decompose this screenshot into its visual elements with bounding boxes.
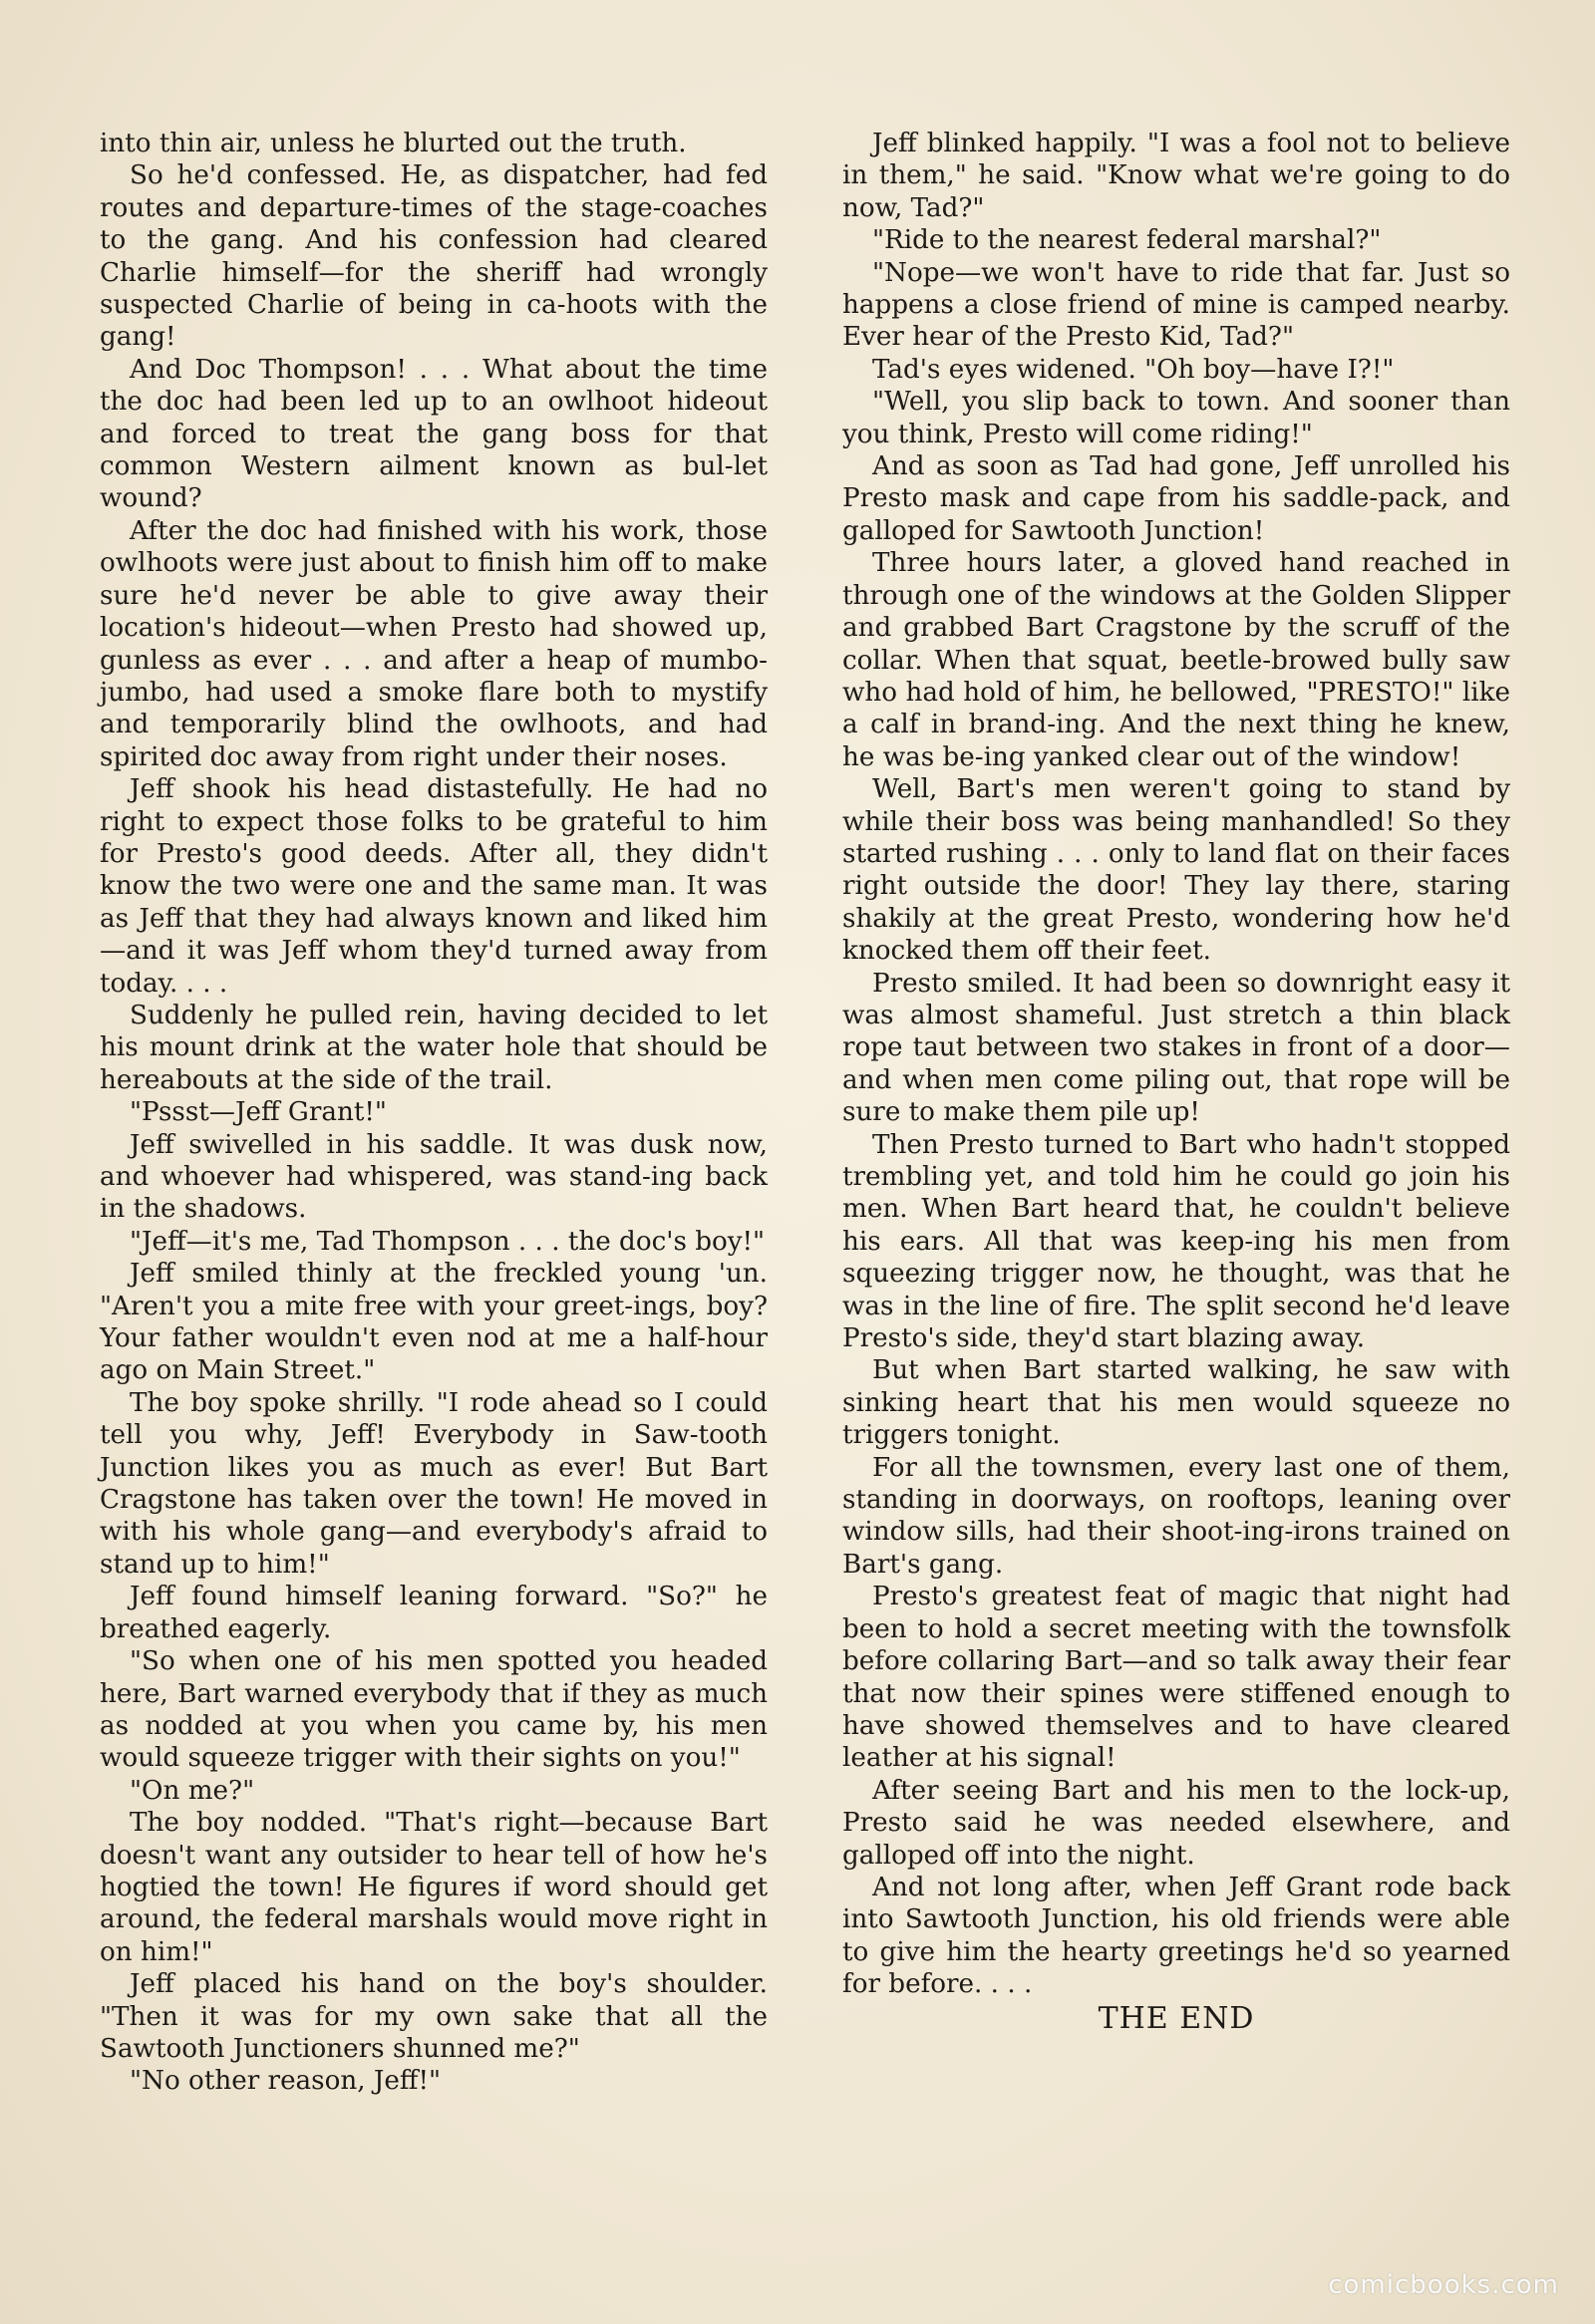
paragraph: And as soon as Tad had gone, Jeff unrolled his Presto mask and cape from his saddle-pack, and galloped for Sawtooth Junction!	[842, 451, 1510, 546]
paragraph: And Doc Thompson! . . . What about the time the doc had been led up to an owlhoot hideout and forced to treat the gang boss for that common Western ailment known as bul-let wound?	[100, 354, 768, 514]
paragraph: Then Presto turned to Bart who hadn't stopped trembling yet, and told him he could go join his men. When Bart heard that, he couldn't believe his ears. All that was keep-ing his men from squeezing trigger now, he thought, was that he was in the line of fire. The split second he'd leave Presto's side, they'd start blazing away.	[842, 1129, 1510, 1354]
paragraph: Suddenly he pulled rein, having decided to let his mount drink at the water hole that should be hereabouts at the side of the trail.	[100, 1000, 768, 1095]
left-column	[100, 128, 768, 2098]
paragraph: Jeff placed his hand on the boy's shoulder. "Then it was for my own sake that all the Sawtooth Junctioners shunned me?"	[100, 1969, 768, 2064]
paragraph: Presto smiled. It had been so downright easy it was almost shameful. Just stretch a thin black rope taut between two stakes in front of a door—and when men come piling out, that rope will be sure to make them pile up!	[842, 968, 1510, 1128]
paragraph: And not long after, when Jeff Grant rode back into Sawtooth Junction, his old friends were able to give him the hearty greetings he'd so yearned for before. . . .	[842, 1872, 1510, 2000]
paragraph: Three hours later, a gloved hand reached in through one of the windows at the Golden Slipper and grabbed Bart Cragstone by the scruff of the collar. When that squat, beetle-browed bully saw who had hold of him, he bellowed, "PRESTO!" like a calf in brand-ing. And the next thing he knew, he was be-ing yanked clear out of the window!	[842, 548, 1510, 772]
watermark: comicbooks.com	[1328, 2270, 1559, 2300]
paragraph: Tad's eyes widened. "Oh boy—have I?!"	[872, 354, 1395, 385]
paragraph: After the doc had finished with his work, those owlhoots were just about to finish him off to make sure he'd never be able to give away their location's hideout—when Presto had showed up, gunless as ever . . . and after a heap of mumbo-jumbo, had used a smoke flare both to mystify and temporarily blind the owlhoots, and had spirited doc away from right under their noses.	[100, 515, 768, 772]
paragraph: Jeff swivelled in his saddle. It was dusk now, and whoever had whispered, was stand-ing back in the shadows.	[100, 1129, 768, 1225]
paragraph: Jeff blinked happily. "I was a fool not to believe in them," he said. "Know what we're going to do now, Tad?"	[842, 129, 1510, 223]
paragraph: Well, Bart's men weren't going to stand by while their boss was being manhandled! So they started rushing . . . only to land flat on their faces right outside the door! They lay there, staring shakily at the great Presto, wondering how he'd knocked them off their feet.	[842, 774, 1510, 967]
paragraph: But when Bart started walking, he saw with sinking heart that his men would squeeze no triggers tonight.	[842, 1355, 1510, 1451]
paragraph: "Ride to the nearest federal marshal?"	[872, 225, 1382, 256]
paragraph: So he'd confessed. He, as dispatcher, had fed routes and departure-times of the stage-coaches to the gang. And his confession had cleared Charlie himself—for the sheriff had wrongly suspected Charlie of being in ca-hoots with the gang!	[100, 160, 768, 353]
paragraph: Jeff shook his head distastefully. He had no right to expect those folks to be grateful to him for Presto's good deeds. After all, they didn't know the two were one and the same man. It was as Jeff that they had always known and liked him—and it was Jeff whom they'd turned away from today. . . .	[100, 774, 768, 999]
paragraph: "Pssst—Jeff Grant!"	[130, 1097, 387, 1128]
paragraph: "Well, you slip back to town. And sooner than you think, Presto will come riding!"	[842, 387, 1510, 449]
paragraph: "Nope—we won't have to ride that far. Just so happens a close friend of mine is camped nearby. Ever hear of the Presto Kid, Tad?"	[842, 257, 1510, 353]
paragraph: Jeff smiled thinly at the freckled young 'un. "Aren't you a mite free with your greet-ings, boy? Your father wouldn't even nod at me a half-hour ago on Main Street."	[100, 1259, 768, 1386]
paragraph: "So when one of his men spotted you headed here, Bart warned everybody that if they as much as nodded at you when you came by, his men would squeeze trigger with their sights on you!"	[100, 1646, 768, 1774]
paragraph: The boy spoke shrilly. "I rode ahead so I could tell you why, Jeff! Everybody in Saw-tooth Junction likes you as much as ever! But Bart Cragstone has taken over the town! He moved in with his whole gang—and everybody's afraid to stand up to him!"	[100, 1387, 768, 1580]
paragraph: "On me?"	[130, 1775, 255, 1806]
paragraph: For all the townsmen, every last one of them, standing in doorways, on rooftops, leaning over window sills, had their shoot-ing-irons trained on Bart's gang.	[842, 1452, 1510, 1580]
the-end-label: THE END	[1098, 2000, 1255, 2036]
paragraph: After seeing Bart and his men to the lock-up, Presto said he was needed elsewhere, and galloped off into the night.	[842, 1775, 1510, 1871]
paragraph: into thin air, unless he blurted out the truth.	[100, 129, 687, 158]
paragraph: The boy nodded. "That's right—because Bart doesn't want any outsider to hear tell of how he's hogtied the town! He figures if word should get around, the federal marshals would move right in on him!"	[100, 1808, 768, 1967]
paragraph: Presto's greatest feat of magic that night had been to hold a secret meeting with the townsfolk before collaring Bart—and so talk away their fear that now their spines were stiffened enough to have showed themselves and to have cleared leather at his signal!	[842, 1582, 1510, 1774]
paragraph: "No other reason, Jeff!"	[130, 2066, 442, 2097]
right-column	[842, 128, 1510, 2035]
paragraph: Jeff found himself leaning forward. "So?" he breathed eagerly.	[100, 1582, 768, 1644]
paragraph: "Jeff—it's me, Tad Thompson . . . the doc's boy!"	[130, 1226, 766, 1257]
